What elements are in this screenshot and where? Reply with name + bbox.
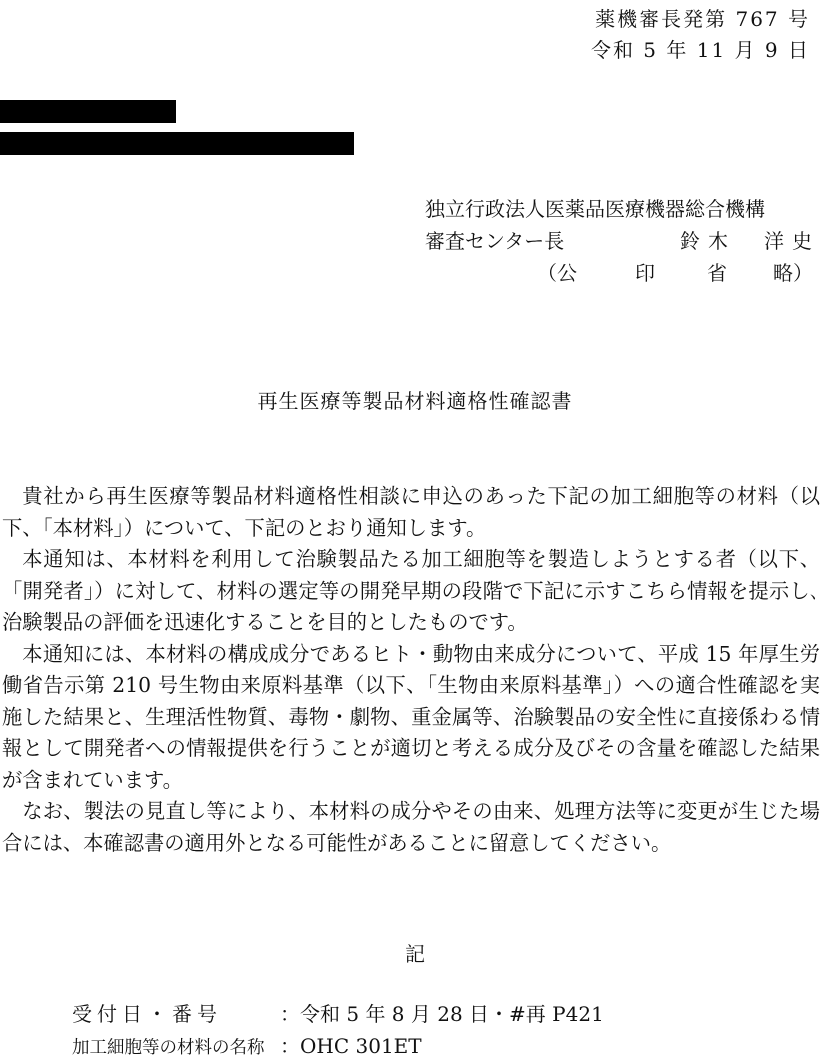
body-paragraph: 本通知には、本材料の構成成分であるヒト・動物由来成分について、平成 15 年厚生労働省告示第 210 号生物由来原料基準（以下、「生物由来原料基準」）への適合性確認を実施した結果と、生理活性物質、毒物・劇物、重金属等、治験製品の安全性に直接係わる情報として開発者への情報提供を行うことが適切と考える成分及びその含量を確認した結果が含まれています。 bbox=[2, 641, 820, 792]
item-list bbox=[72, 998, 604, 1062]
item-value: ：OHC 301ET bbox=[280, 1034, 422, 1058]
sender-name: 鈴木 洋史 bbox=[680, 229, 820, 253]
redacted-recipient-line-1 bbox=[0, 100, 176, 123]
document-body bbox=[2, 481, 820, 859]
sender-block bbox=[425, 193, 820, 289]
item-label: 加工細胞等の材料の名称 bbox=[72, 1038, 265, 1058]
document-title: 再生医療等製品材料適格性確認書 bbox=[257, 389, 573, 413]
seal-open: （公 bbox=[537, 261, 577, 285]
item-label: 受付日・番号 bbox=[72, 1002, 222, 1026]
document-date: 令和 5 年 11 月 9 日 bbox=[590, 38, 810, 62]
document-header bbox=[591, 4, 810, 66]
body-paragraph: 本通知は、本材料を利用して治験製品たる加工細胞等を製造しようとする者（以下、「開発者」）に対して、材料の選定等の開発早期の段階で下記に示すこちら情報を提示し､治験製品の評価を迅速化することを目的としたものです。 bbox=[2, 547, 820, 634]
body-paragraph: なお、製法の見直し等により、本材料の成分やその由来、処理方法等に変更が生じた場合には、本確認書の適用外となる可能性があることに留意してください。 bbox=[2, 799, 820, 855]
seal-omitted-note bbox=[425, 257, 820, 289]
body-paragraph: 貴社から再生医療等製品材料適格性相談に申込のあった下記の加工細胞等の材料（以下、「本材料」）について、下記のとおり通知します。 bbox=[2, 484, 820, 540]
seal-close: 略） bbox=[773, 261, 813, 285]
ki-heading: 記 bbox=[405, 942, 425, 966]
document-number: 薬機審長発第 767 号 bbox=[595, 7, 810, 31]
seal-char-2: 省 bbox=[707, 261, 727, 285]
item-row-reception bbox=[72, 998, 604, 1030]
sender-title: 審査センター長 bbox=[425, 229, 565, 253]
sender-organization: 独立行政法人医薬品医療機器総合機構 bbox=[425, 197, 765, 221]
item-value: ：令和 5 年 8 月 28 日・#再 P421 bbox=[280, 1002, 604, 1026]
seal-char-1: 印 bbox=[635, 261, 655, 285]
redacted-recipient-line-2 bbox=[0, 132, 354, 155]
item-row-material-name bbox=[72, 1030, 604, 1062]
